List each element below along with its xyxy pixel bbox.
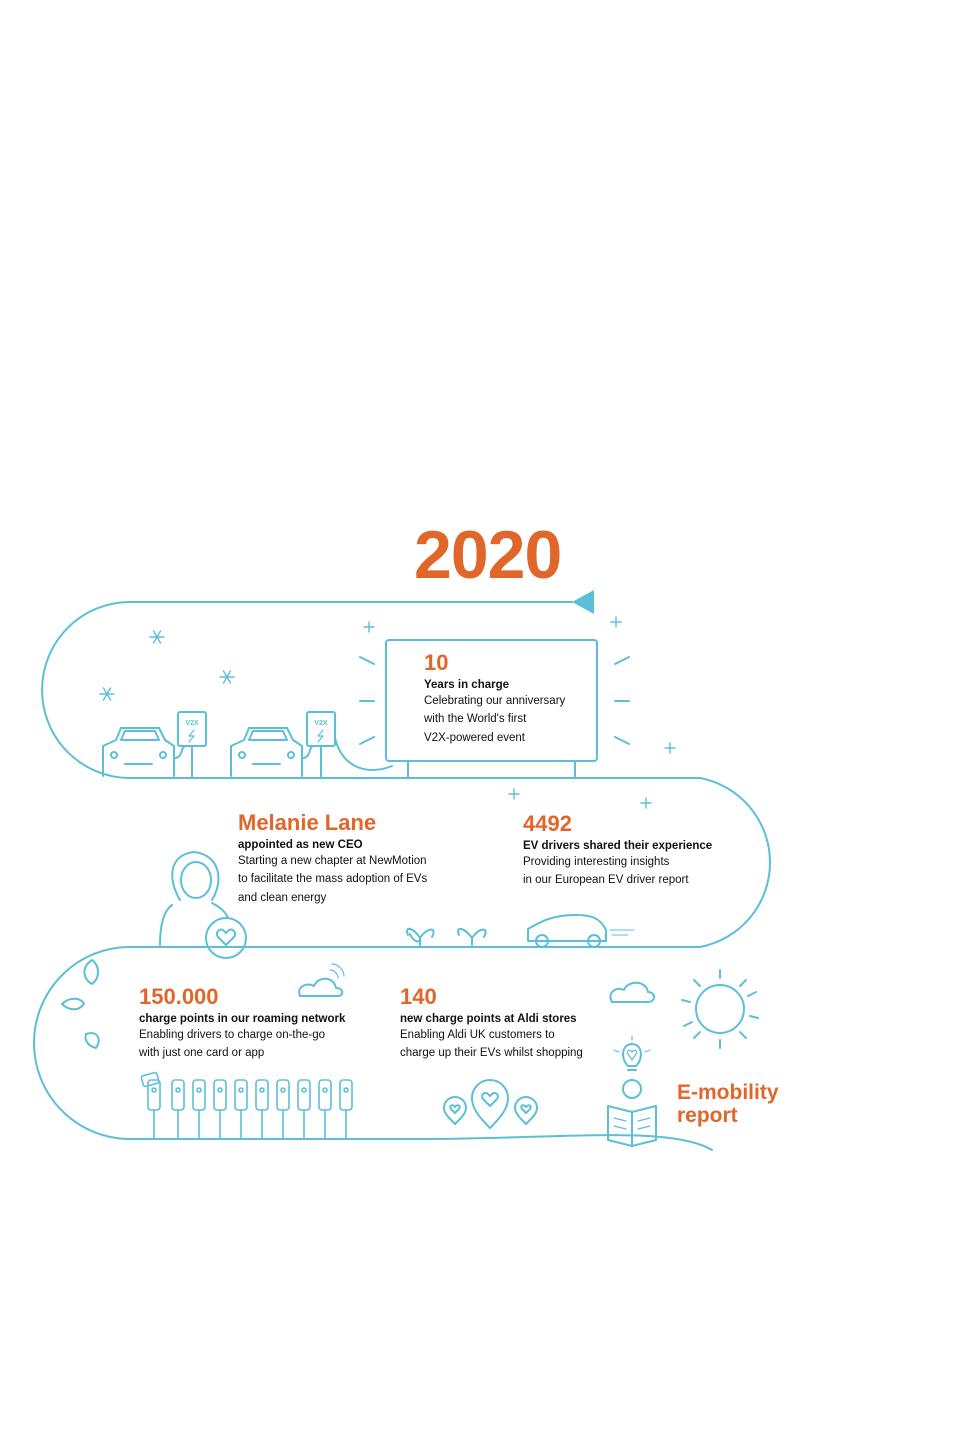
cloud-icon	[610, 983, 654, 1002]
milestone-line: to facilitate the mass adoption of EVs	[238, 873, 428, 885]
milestone-line: Providing interesting insights	[523, 855, 670, 868]
plant-icon	[407, 929, 486, 945]
ground-curve	[420, 1135, 712, 1150]
milestone-line: charge up their EVs whilst shopping	[400, 1047, 583, 1059]
emobility-line-2: report	[677, 1104, 738, 1127]
milestone-number: 10	[424, 650, 449, 675]
milestone-title: EV drivers shared their experience	[523, 840, 713, 852]
v2x-label-2: V2X	[314, 720, 328, 727]
car-icon	[231, 728, 302, 776]
milestone-number: 150.000	[139, 984, 219, 1009]
milestone-line: in our European EV driver report	[523, 874, 689, 886]
sun-icon	[682, 970, 758, 1048]
milestone-title: charge points in our roaming network	[139, 1013, 346, 1025]
milestone-roaming	[139, 986, 345, 1063]
milestone-line: V2X-powered event	[424, 731, 526, 744]
snowflake-icon	[100, 631, 234, 700]
year-heading: 2020	[414, 517, 562, 593]
v2x-label-1: V2X	[185, 720, 199, 727]
milestone-title: Years in charge	[424, 679, 510, 691]
charge-points-icon	[141, 1072, 352, 1139]
reader-icon	[608, 1036, 656, 1146]
milestone-number: 140	[400, 984, 437, 1009]
milestone-ceo	[238, 812, 427, 907]
car-icon	[103, 728, 174, 776]
milestone-line: Enabling drivers to charge on-the-go	[139, 1028, 326, 1041]
milestone-line: and clean energy	[238, 891, 327, 904]
milestone-number: 4492	[523, 811, 572, 836]
leaf-icon	[62, 960, 99, 1048]
milestone-name: Melanie Lane	[238, 810, 377, 835]
milestone-drivers	[523, 813, 712, 890]
car-icon	[528, 915, 634, 947]
location-pin-icon	[444, 1080, 537, 1128]
milestone-title: appointed as new CEO	[238, 839, 363, 851]
milestone-title: new charge points at Aldi stores	[400, 1013, 577, 1025]
milestone-aldi	[400, 986, 583, 1063]
emobility-report-label	[677, 1081, 779, 1127]
emobility-line-1: E-mobility	[677, 1081, 779, 1104]
milestone-line: with just one card or app	[139, 1047, 265, 1059]
arrow-head	[572, 590, 594, 614]
woman-icon	[160, 852, 246, 958]
milestone-line: Starting a new chapter at NewMotion	[238, 854, 427, 867]
milestone-anniversary	[424, 652, 565, 747]
milestone-line: with the World's first	[424, 713, 527, 725]
milestone-line: Enabling Aldi UK customers to	[400, 1028, 555, 1041]
milestone-line: Celebrating our anniversary	[424, 694, 566, 707]
